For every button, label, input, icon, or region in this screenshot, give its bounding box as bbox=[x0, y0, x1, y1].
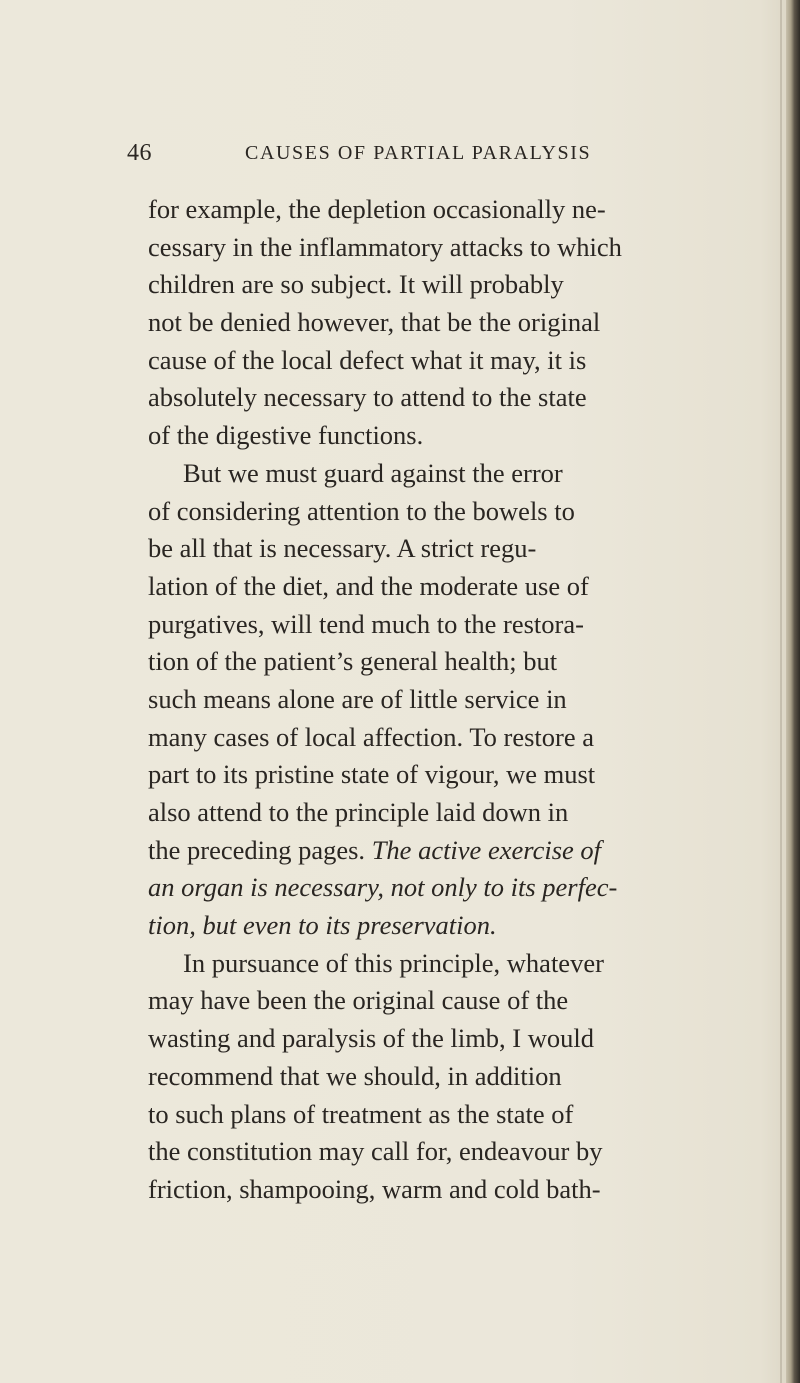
text-line bbox=[148, 794, 788, 832]
line-text: the preceding pages. bbox=[148, 834, 366, 865]
text-line bbox=[148, 417, 788, 455]
line-text: lation of the diet, and the moderate use of bbox=[148, 570, 589, 601]
text-line bbox=[148, 493, 788, 531]
text-line bbox=[148, 869, 788, 907]
text-line bbox=[148, 379, 788, 417]
binding-gutter bbox=[786, 0, 800, 1383]
line-text: may have been the original cause of the bbox=[148, 985, 569, 1016]
line-text: of the digestive functions. bbox=[148, 420, 424, 451]
line-text: be all that is necessary. A strict regu- bbox=[148, 533, 537, 564]
text-line bbox=[148, 1096, 788, 1134]
text-line bbox=[148, 756, 788, 794]
running-head: CAUSES OF PARTIAL PARALYSIS bbox=[245, 142, 592, 164]
line-text: In pursuance of this principle, whatever bbox=[183, 947, 604, 978]
italic-emphasis: tion, but even to its preservation. bbox=[148, 910, 497, 941]
text-line bbox=[148, 191, 788, 229]
line-text: tion of the patient’s general health; but bbox=[148, 646, 558, 677]
text-line bbox=[148, 530, 788, 568]
line-text: such means alone are of little service in bbox=[148, 683, 567, 714]
line-text: absolutely necessary to attend to the state bbox=[148, 382, 587, 413]
line-text: of considering attention to the bowels to bbox=[148, 495, 575, 526]
line-text: recommend that we should, in addition bbox=[148, 1060, 562, 1091]
text-line bbox=[148, 1020, 788, 1058]
line-text: for example, the depletion occasionally ne- bbox=[148, 194, 606, 224]
text-line bbox=[148, 229, 788, 267]
line-text: to such plans of treatment as the state of bbox=[148, 1098, 574, 1129]
text-line bbox=[148, 1171, 788, 1209]
page-number: 46 bbox=[127, 140, 152, 166]
page-header bbox=[127, 140, 727, 180]
line-text: wasting and paralysis of the limb, I would bbox=[148, 1023, 595, 1054]
italic-emphasis: The active exercise of bbox=[371, 834, 602, 865]
line-text: many cases of local affection. To restore a bbox=[148, 721, 595, 752]
line-text: not be denied however, that be the original bbox=[148, 307, 601, 338]
text-line bbox=[148, 1133, 788, 1171]
text-line bbox=[148, 1058, 788, 1096]
line-text: cause of the local defect what it may, it is bbox=[148, 344, 587, 375]
text-line bbox=[148, 832, 788, 870]
line-text: the constitution may call for, endeavour by bbox=[148, 1136, 603, 1167]
text-line bbox=[148, 982, 788, 1020]
line-text: also attend to the principle laid down in bbox=[148, 797, 569, 827]
body-text bbox=[148, 191, 788, 1209]
line-text: But we must guard against the error bbox=[183, 457, 563, 488]
text-line bbox=[148, 681, 788, 719]
text-line bbox=[148, 643, 788, 681]
text-line bbox=[148, 568, 788, 606]
text-line bbox=[148, 342, 788, 380]
line-text: purgatives, will tend much to the restora- bbox=[148, 608, 584, 639]
text-line bbox=[148, 907, 788, 945]
text-line bbox=[148, 606, 788, 644]
italic-emphasis: an organ is necessary, not only to its perfec- bbox=[148, 872, 618, 903]
line-text: cessary in the inflammatory attacks to which bbox=[148, 231, 622, 262]
line-text: friction, shampooing, warm and cold bath- bbox=[148, 1173, 601, 1204]
text-line bbox=[148, 945, 788, 983]
text-line bbox=[148, 266, 788, 304]
text-line bbox=[148, 304, 788, 342]
line-text: part to its pristine state of vigour, we must bbox=[148, 759, 596, 790]
line-text: children are so subject. It will probably bbox=[148, 269, 564, 300]
text-line bbox=[148, 719, 788, 757]
text-line bbox=[148, 455, 788, 493]
